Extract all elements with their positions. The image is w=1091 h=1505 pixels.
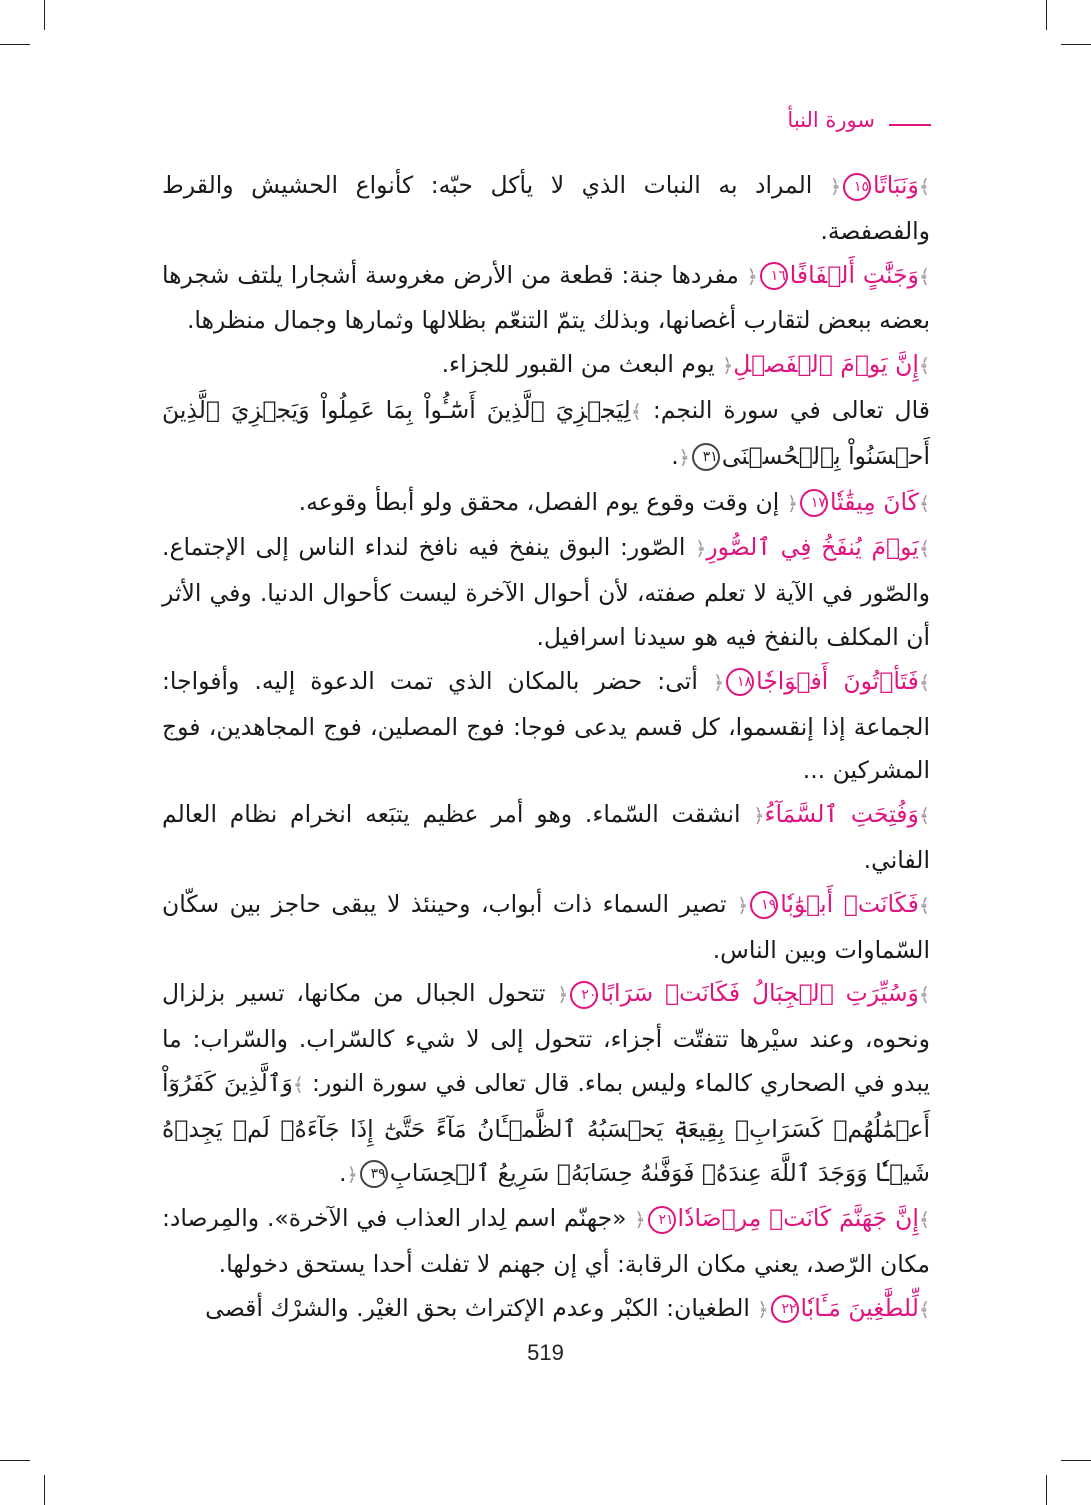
verse-number: ٢٢: [771, 1295, 799, 1323]
bracket-open: ﴾: [918, 355, 930, 378]
verse-number: ١٥: [843, 173, 871, 201]
crop-mark: [0, 1460, 30, 1461]
bracket-close: ﴿: [712, 671, 725, 694]
crop-mark: [1046, 0, 1047, 30]
bracket-close: ﴿: [557, 984, 569, 1007]
crop-mark: [1061, 1460, 1091, 1461]
crop-mark: [44, 1475, 45, 1505]
bracket-open: ﴾: [918, 176, 930, 198]
tafsir-entry: [162, 793, 930, 883]
bracket-open: ﴾: [918, 894, 930, 917]
bracket-open: ﴾: [918, 1298, 930, 1321]
verse-text: فَتَأۡتُونَ أَفۡوَاجٗا: [756, 666, 919, 695]
verse-text: وَنَبَاتًا: [873, 171, 919, 199]
tafsir-entry: [162, 1197, 930, 1287]
verse-number: ٢٠: [570, 981, 598, 1009]
tafsir-entry: [162, 343, 930, 389]
crop-mark: [1061, 44, 1091, 45]
bracket-close: ﴿: [757, 1298, 769, 1321]
explanation-text: تتحول الجبال من مكانها، تسير بزلزال ونحوه، وعند سيْرها تتفتّت أجزاء، تتحول إلى لا شيء كالسّراب. والسّراب: ما يبدو في الصحاري كالماء وليس بماء. قال تعالى في سورة النور:: [162, 979, 930, 1097]
bracket-open: ﴾: [918, 671, 931, 694]
verse-number: ٣٩: [360, 1160, 388, 1188]
running-header: [787, 108, 931, 132]
bracket-close: ﴿: [722, 355, 734, 378]
verse-text: وَسُيِّرَتِ ٱلۡجِبَالُ فَكَانَتۡ سَرَابًا: [600, 979, 919, 1008]
verse-text: وَجَنَّٰتٍ أَلۡفَافًا: [789, 260, 919, 289]
crop-mark: [44, 0, 45, 30]
verse-text: إِنَّ يَوۡمَ ٱلۡفَصۡلِ: [733, 350, 919, 379]
verse-text: إِنَّ جَهَنَّمَ كَانَتۡ مِرۡصَادٗا: [677, 1204, 919, 1233]
verse-number: ١٩: [750, 891, 778, 919]
explanation-text: الطغيان: الكبْر وعدم الإكتراث بحق الغيْر. والشرْك أقصى: [205, 1293, 750, 1322]
bracket-open: ﴾: [630, 400, 642, 423]
end-punct: .: [671, 441, 679, 470]
explanation-text: «جهنّم اسم لِدار العذاب في الآخرة». والمِرصاد: مكان الرّصد، يعني مكان الرقابة: أي إن جهنم لا تفلت أحدا يستحق دخولها.: [162, 1204, 930, 1279]
verse-number: ١٨: [726, 668, 754, 696]
tafsir-entry: [162, 164, 930, 254]
explanation-text: إن وقت وقوع يوم الفصل، محقق ولو أبطأ وقوعه.: [298, 487, 780, 516]
bracket-close: ﴿: [695, 538, 707, 561]
bracket-close: ﴿: [829, 176, 841, 198]
bracket-open: ﴾: [918, 984, 930, 1007]
verse-text: فَكَانَتۡ أَبۡوَٰبٗا: [780, 889, 919, 918]
verse-number: ٣١: [692, 443, 720, 471]
bracket-open: ﴾: [918, 265, 930, 288]
explanation-text: تصير السماء ذات أبواب، وحينئذ لا يبقى حاجز بين سكّان السّماوات وبين الناس.: [162, 889, 930, 964]
explanation-text: أتى: حضر بالمكان الذي تمت الدعوة إليه. وأفواجا: الجماعة إذا إنقسموا، كل قسم يدعى فوجا: فوج المصلين، فوج المجاهدين، فوج المشركين ...: [162, 666, 930, 785]
bracket-open: ﴾: [918, 492, 930, 515]
tafsir-entry: [162, 883, 930, 973]
tafsir-entry: [162, 526, 930, 659]
tafsir-entry: [162, 660, 930, 793]
bracket-close: ﴿: [634, 1209, 646, 1232]
quoted-verse: لِيَجۡزِيَ ٱلَّذِينَ أَسَٰٓـُٔواْ بِمَا عَمِلُواْ وَيَجۡزِيَ ٱلَّذِينَ أَحۡسَنُواْ بِٱلۡحُسۡنَى: [162, 395, 930, 470]
verse-number: ٢١: [648, 1206, 676, 1234]
header-rule: [889, 124, 931, 126]
tafsir-entry: [162, 389, 930, 481]
verse-number: ١٧: [800, 489, 828, 517]
tafsir-entry: [162, 1287, 930, 1333]
page-number: 519: [527, 1340, 564, 1365]
quoted-verse: وَٱلَّذِينَ كَفَرُوٓاْ أَعۡمَٰلُهُمۡ كَسَرَابِۭ بِقِيعَةٖ يَحۡسَبُهُ ٱلظَّمۡـَٔانُ مَآءً حَتَّىٰٓ إِذَا جَآءَهُۥ لَمۡ يَجِدۡهُ شَيۡـٔٗا وَوَجَدَ ٱللَّهَ عِندَهُۥ فَوَفَّىٰهُ حِسَابَهُۥ سَرِيعُ ٱلۡحِسَابِ: [162, 1068, 930, 1187]
tafsir-entry: [162, 481, 930, 527]
explanation-text: انشقت السّماء. وهو أمر عظيم يتبَعه انخرام نظام العالم الفاني.: [162, 800, 930, 874]
explanation-text: المراد به النبات الذي لا يأكل حبّه: كأنواع الحشيش والقرط والفصفصة.: [162, 171, 930, 245]
crop-mark: [0, 44, 30, 45]
end-punct: .: [339, 1158, 347, 1187]
explanation-text: الصّور: البوق ينفخ فيه نافخ لنداء الناس إلى الإجتماع. والصّور في الآية لا تعلم صفته، لأن أحوال الآخرة ليست كأحوال الدنيا. وفي الأثر أن المكلف بالنفخ فيه هو سيدنا اسرافيل.: [162, 533, 930, 651]
verse-text: يَوۡمَ يُنفَخُ فِي ٱلصُّورِ: [706, 533, 919, 562]
bracket-close: ﴿: [737, 894, 749, 917]
explanation-text: مفردها جنة: قطعة من الأرض مغروسة أشجارا يلتف شجرها بعضه ببعض لتقارب أغصانها، وبذلك يتمّ التنعّم بظلالها وثمارها وجمال منظرها.: [162, 260, 930, 335]
bracket-open: ﴾: [292, 1073, 305, 1096]
bracket-open: ﴾: [918, 538, 930, 561]
tafsir-entry: [162, 254, 930, 344]
bracket-open: ﴾: [918, 805, 930, 828]
verse-text: لِّلطَّٰغِينَ مَـَٔابٗا: [800, 1293, 919, 1322]
bracket-close: ﴿: [678, 446, 690, 469]
bracket-close: ﴿: [746, 265, 758, 288]
tafsir-body: [162, 164, 930, 1333]
bracket-close: ﴿: [346, 1163, 358, 1186]
crop-mark: [1046, 1475, 1047, 1505]
intro-text: قال تعالى في سورة النجم:: [652, 395, 930, 424]
verse-text: كَانَ مِيقَٰتٗا: [829, 487, 919, 516]
bracket-open: ﴾: [918, 1209, 930, 1232]
surah-title: سورة النبأ: [787, 108, 875, 132]
verse-number: ١٦: [760, 262, 788, 290]
tafsir-entry: [162, 972, 930, 1197]
bracket-close: ﴿: [786, 492, 798, 515]
bracket-close: ﴿: [753, 805, 765, 828]
explanation-text: يوم البعث من القبور للجزاء.: [441, 350, 715, 379]
verse-text: وَفُتِحَتِ ٱلسَّمَآءُ: [764, 800, 919, 829]
